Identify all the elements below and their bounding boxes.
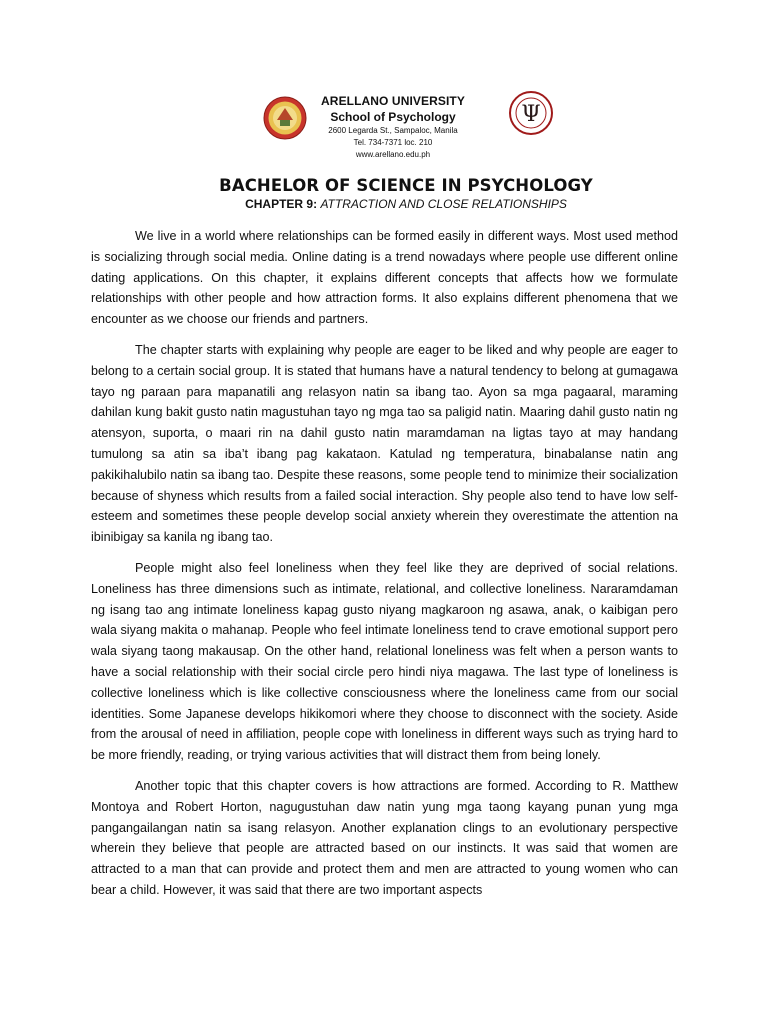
telephone: Tel. 734-7371 loc. 210 [353,138,433,147]
psychology-seal-icon [509,90,553,136]
school-name: School of Psychology [330,110,456,124]
website: www.arellano.edu.ph [355,150,431,159]
chapter-title: ATTRACTION AND CLOSE RELATIONSHIPS [320,197,567,211]
university-name: ARELLANO UNIVERSITY [321,94,465,108]
chapter-label: CHAPTER 9: [245,197,318,211]
paragraph: We live in a world where relationships can be formed easily in different ways. Most used method is socializing through social media. Online dating is a trend nowadays where people use different online dating applications. On this chapter, it explains different concepts that affects how we formulate relationships with other people and how attraction forms. It also explains different phenomena that we encounter as we choose our friends and partners. [91,229,678,327]
paragraph: The chapter starts with explaining why people are eager to be liked and why people are eager to belong to a certain social group. It is stated that humans have a natural tendency to belong at gumagawa tayo ng paraan para mapanatili ang relasyon natin sa ibang tao. Ayon sa mga pagaaral, maraming dahilan kung bakit gusto natin magustuhan tayo ng mga tao sa paligid natin. Maaring dahil gusto natin ng atensyon, suporta, o maari rin na dahil gusto natin maramdaman na ligtas tayo at may handang tumulong sa atin sa iba’t ibang pag kakataon. Katulad ng temperatura, binabalanse natin ang pakikihalubilo natin sa ibang tao. Despite these reasons, some people tend to minimize their socialization because of shyness which results from a failed social interaction. Shy people also tend to have low self-esteem and sometimes these people develop social anxiety wherein they overestimate the attention na ibinibigay sa kanila ng ibang tao. [91,342,678,545]
paragraph: People might also feel loneliness when they feel like they are deprived of social relations. Loneliness has three dimensions such as intimate, relational, and collective loneliness. Nararamdaman ng isang tao ang intimate loneliness kapag gusto niyang magkaroon ng asawa, anak, o kaibigan pero wala siyang makita o mahanap. People who feel intimate loneliness tend to crave emotional support pero wala siyang taong makausap. On the other hand, relational loneliness was felt when a person wants to have a social relationship with their social circle pero hindi niya magawa. The last type of loneliness is collective loneliness which is like collective consciousness where the loneliness came from our social identities. Some Japanese develops hikikomori where they choose to disconnect with the society. Aside from the arousal of need in affiliation, people cope with loneliness in different ways such as trying hard to be more friendly, reading, or trying various activities that will distract them from being lonely. [91,560,678,763]
address: 2600 Legarda St., Sampaloc, Manila [328,126,458,135]
program-title: BACHELOR OF SCIENCE IN PSYCHOLOGY [219,176,593,195]
chapter-heading [0,197,768,211]
paragraph: Another topic that this chapter covers is how attractions are formed. According to R. Matthew Montoya and Robert Horton, nagugustuhan daw natin yung mga taong kayang punan yung mga pangangailangan natin sa isang relasyon. Another explanation clings to an evolutionary perspective wherein they believe that people are attracted based on our instincts. It was said that women are attracted to a man that can provide and protect them and men are attracted to young women who can bear a child. However, it was said that there are two important aspects [91,778,678,897]
university-info [300,94,486,161]
body-text [91,226,678,911]
letterhead [0,90,768,170]
svg-text:Ψ: Ψ [521,102,541,127]
